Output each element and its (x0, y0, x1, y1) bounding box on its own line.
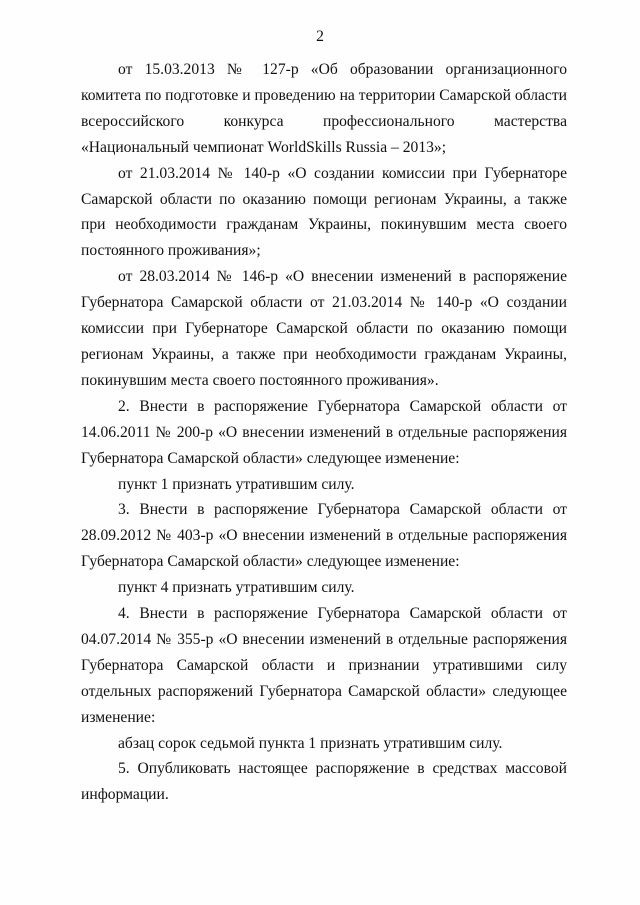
paragraph-item-4-change: абзац сорок седьмой пункта 1 признать утратившим силу. (118, 734, 503, 752)
paragraph-item-4: 4. Внести в распоряжение Губернатора Самарской области от 04.07.2014 № 355-р «О внесении изменений в отдельные распоряжения Губернатора Самарской области и признании утратившими силу отдельных распоряжений Губернатора Самарской области» следующее изменение: (81, 605, 567, 726)
paragraph-item-2-change: пункт 1 признать утратившим силу. (118, 475, 355, 493)
paragraph-item-3: 3. Внести в распоряжение Губернатора Самарской области от 28.09.2012 № 403-р «О внесении изменений в отдельные распоряжения Губернатора Самарской области» следующее изменение: (81, 501, 567, 571)
document-body (81, 57, 567, 808)
paragraph-item-2: 2. Внести в распоряжение Губернатора Самарской области от 14.06.2011 № 200-р «О внесении изменений в отдельные распоряжения Губернатора Самарской области» следующее изменение: (81, 397, 567, 467)
paragraph-item-5: 5. Опубликовать настоящее распоряжение в средствах массовой информации. (81, 760, 567, 804)
paragraph-repeal-140-r: от 21.03.2014 № 140-р «О создании комиссии при Губернаторе Самарской области по оказанию помощи регионам Украины, а также при необходимости гражданам Украины, покинувшим места своего постоянного проживания»; (81, 164, 567, 260)
paragraph-item-3-change: пункт 4 признать утратившим силу. (118, 579, 355, 597)
paragraph-repeal-127-r: от 15.03.2013 № 127-р «Об образовании организационного комитета по подготовке и проведению на территории Самарской области всероссийского конкурса профессионального мастерства «Национальный чемпионат WorldSkills Russia – 2013»; (81, 61, 567, 156)
page-number: 2 (316, 28, 324, 45)
paragraph-repeal-146-r: от 28.03.2014 № 146-р «О внесении изменений в распоряжение Губернатора Самарской области от 21.03.2014 № 140-р «О создании комиссии при Губернаторе Самарской области по оказанию помощи регионам Украины, а также при необходимости гражданам Украины, покинувшим места своего постоянного проживания». (81, 268, 567, 389)
